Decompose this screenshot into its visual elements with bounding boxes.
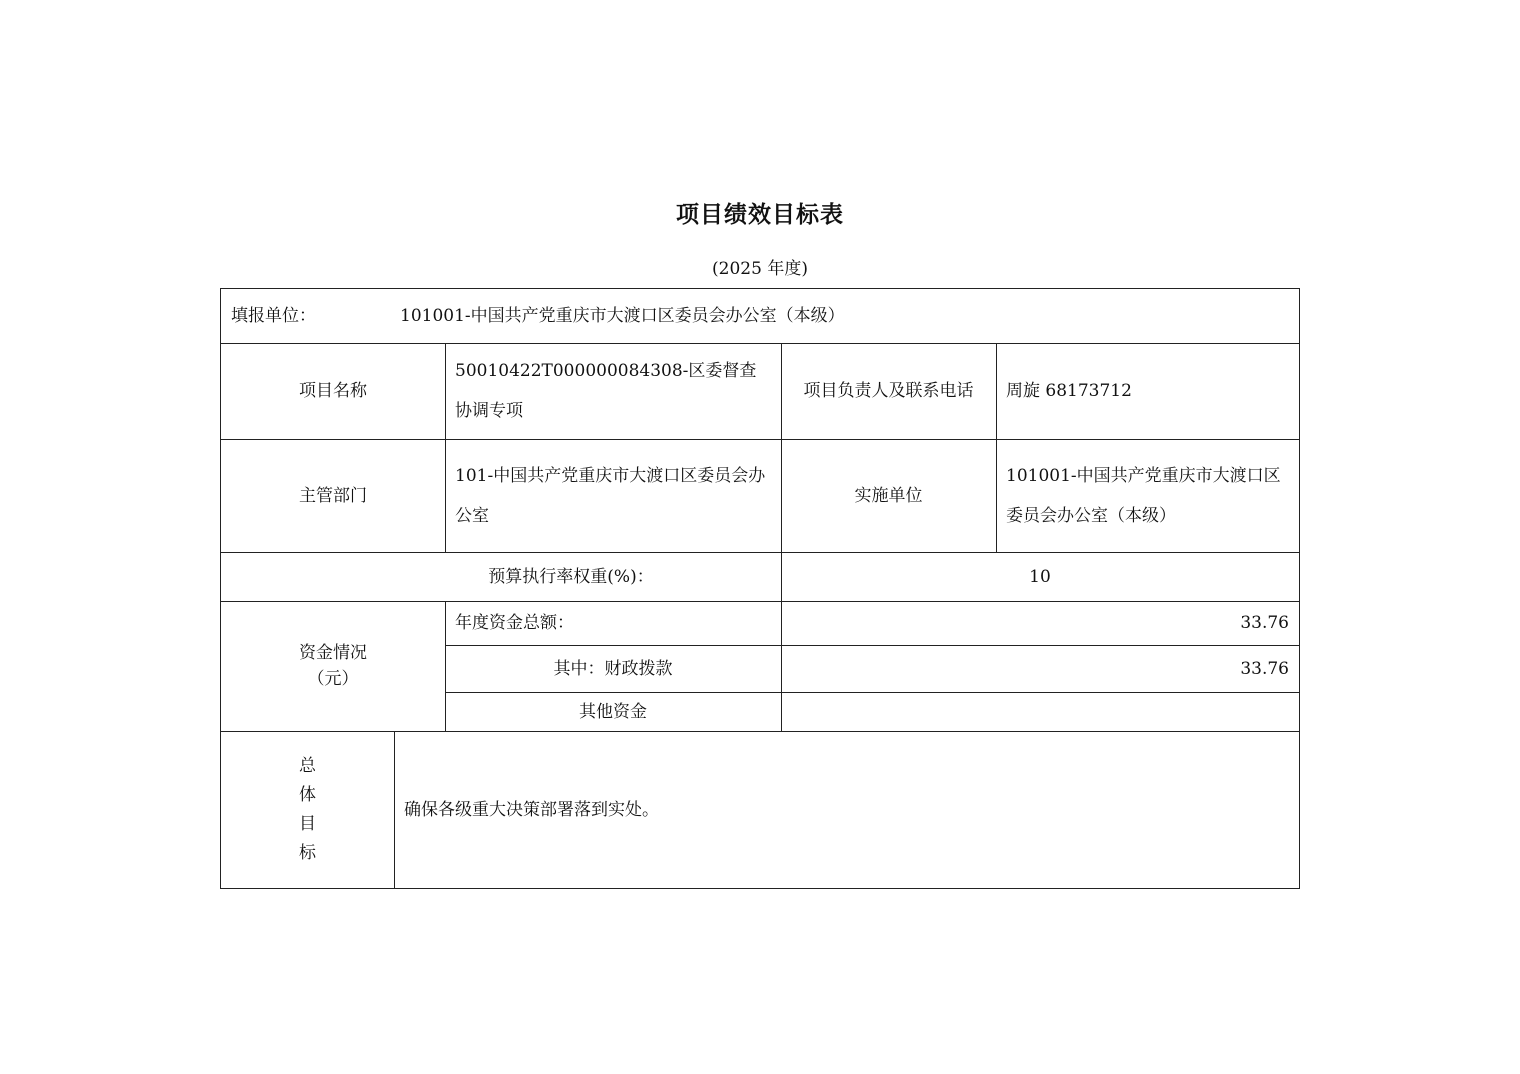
- other-funds-label: 其他资金: [579, 701, 647, 722]
- implementing-unit-value: 101001-中国共产党重庆市大渡口区委员会办公室（本级）: [1006, 465, 1281, 526]
- report-unit-label: 填报单位：: [231, 306, 316, 326]
- project-contact-value: 周旋 68173712: [1006, 381, 1132, 401]
- performance-table: [220, 288, 1300, 889]
- budget-weight-label: 预算执行率权重(%)：: [488, 566, 654, 587]
- report-unit-value: 101001-中国共产党重庆市大渡口区委员会办公室（本级）: [400, 306, 845, 326]
- annual-total-label: 年度资金总额：: [455, 613, 574, 633]
- fiscal-allocation-value: 33.76: [1240, 658, 1289, 679]
- project-name-value: 50010422T000000084308-区委督查协调专项: [455, 361, 757, 421]
- department-label: 主管部门: [299, 485, 367, 506]
- overall-goal-label: 总体目标: [299, 756, 316, 863]
- fiscal-allocation-label: 其中：财政拨款: [553, 658, 673, 679]
- page-title: 项目绩效目标表: [676, 201, 844, 228]
- project-name-label: 项目名称: [299, 381, 367, 401]
- budget-weight-value: 10: [1029, 566, 1051, 587]
- department-value: 101-中国共产党重庆市大渡口区委员会办公室: [455, 465, 766, 526]
- year-subtitle: (2025 年度): [712, 259, 808, 279]
- annual-total-value: 33.76: [1240, 613, 1289, 633]
- implementing-unit-label: 实施单位: [854, 485, 923, 506]
- other-funds-value: [781, 692, 1299, 731]
- funds-label: 资金情况（元）: [299, 643, 367, 689]
- overall-goal-value: 确保各级重大决策部署落到实处。: [404, 800, 659, 820]
- project-contact-label: 项目负责人及联系电话: [803, 381, 974, 401]
- report-unit-row: [221, 289, 1299, 343]
